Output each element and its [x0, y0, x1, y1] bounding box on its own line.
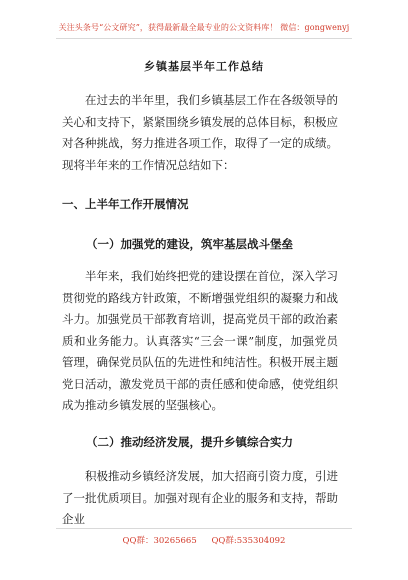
footer-divider: [56, 528, 352, 529]
economy-paragraph: [62, 466, 338, 531]
section-heading: 一、上半年工作开展情况: [62, 197, 189, 211]
header-banner: 关注头条号“公文研究”，获得最新最全最专业的公文资料库！ 微信：gongwenyj: [58, 23, 350, 32]
subsection-heading-economy: （二）推动经济发展，提升乡镇综合实力: [86, 435, 293, 449]
party-building-text: 半年来，我们始终把党的建设摆在首位，深入学习贯彻党的路线方针政策，不断增强党组织的凝聚力和战斗力。加强党员干部教育培训，提高党员干部的政治素质和业务能力。认真落实“三会一课”制度，加强党员管理，确保党员队伍的先进性和纯洁性。积极开展主题党日活动，激发党员干部的责任感和使命感，使党组织成为推动乡镇发展的坚强核心。: [62, 269, 338, 412]
party-building-paragraph: [62, 266, 338, 417]
intro-text: 在过去的半年里，我们乡镇基层工作在各级领导的关心和支持下，紧紧围绕乡镇发展的总体目标，积极应对各种挑战，努力推进各项工作，取得了一定的成绩。现将半年来的工作情况总结如下：: [62, 93, 338, 172]
header-divider: [56, 38, 352, 39]
economy-text: 积极推动乡镇经济发展，加大招商引资力度，引进了一批优质项目。加强对现有企业的服务和支持，帮助企业: [62, 469, 338, 526]
footer: [0, 534, 408, 546]
footer-qq-group-2: QQ群:535304092: [211, 536, 286, 546]
subsection-heading-party-building: （一）加强党的建设，筑牢基层战斗堡垒: [86, 237, 293, 251]
footer-qq-group-1: QQ群：30265665: [122, 536, 197, 546]
document-title: 乡镇基层半年工作总结: [144, 60, 264, 73]
intro-paragraph: [62, 90, 338, 176]
